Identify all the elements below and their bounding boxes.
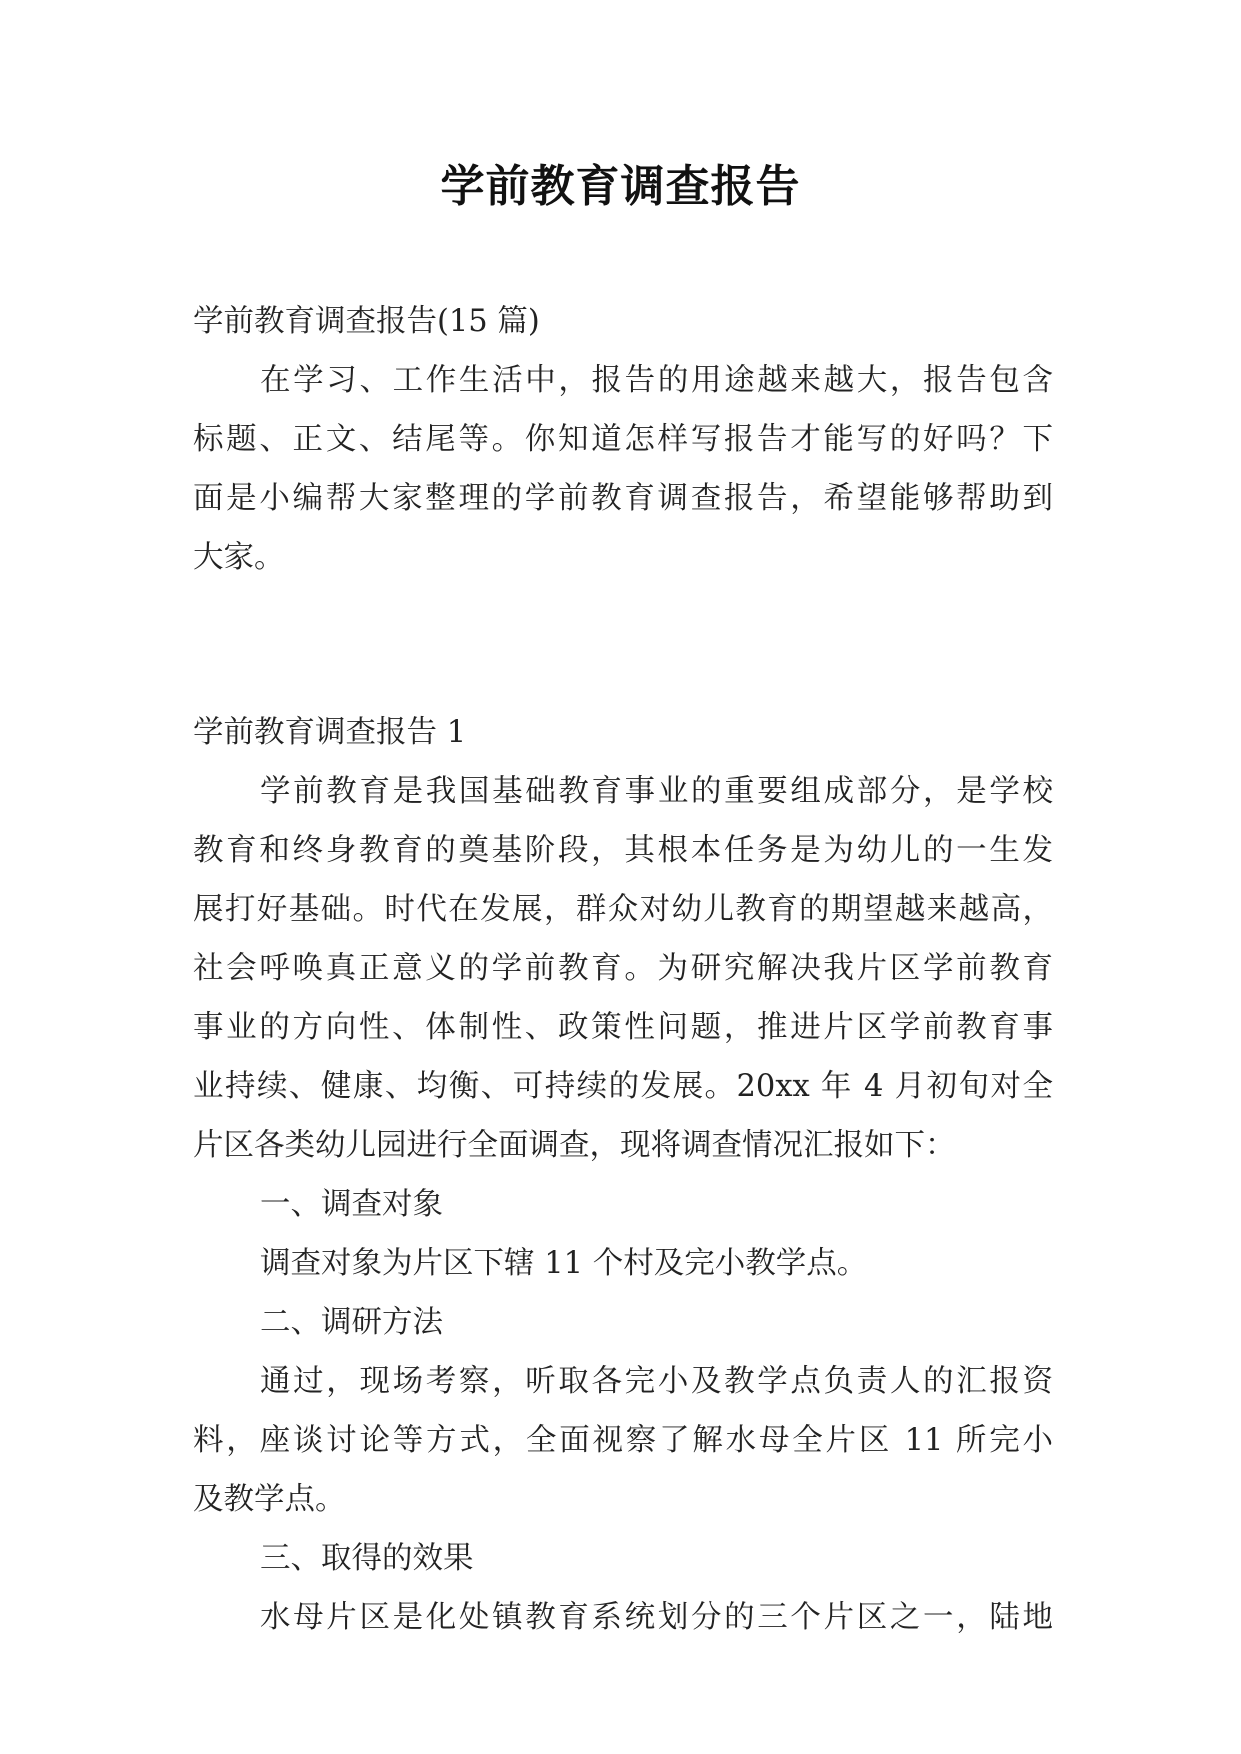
- section-spacer: [193, 587, 1053, 703]
- paragraph-line: 社会呼唤真正意义的学前教育。为研究解决我片区学前教育: [193, 951, 1053, 986]
- paragraph-line: 片区各类幼儿园进行全面调查，现将调查情况汇报如下：: [193, 1128, 956, 1163]
- document-title: 学前教育调查报告: [440, 161, 801, 212]
- item-heading: 二、调研方法: [260, 1305, 443, 1340]
- paragraph-line: 教育和终身教育的奠基阶段，其根本任务是为幼儿的一生发: [193, 833, 1053, 868]
- paragraph-line: 及教学点。: [193, 1482, 346, 1517]
- section-heading: 学前教育调查报告 1: [193, 715, 467, 750]
- intro-line: 大家。: [193, 540, 285, 575]
- document-body: [193, 292, 1053, 1647]
- paragraph-line: 料，座谈讨论等方式，全面视察了解水母全片区 11 所完小: [193, 1423, 1053, 1458]
- intro-line: 标题、正文、结尾等。你知道怎样写报告才能写的好吗？下: [193, 422, 1053, 457]
- paragraph-line: 水母片区是化处镇教育系统划分的三个片区之一，陆地: [260, 1600, 1053, 1635]
- document-subtitle: 学前教育调查报告(15 篇): [193, 304, 540, 339]
- paragraph-line: 业持续、健康、均衡、可持续的发展。20xx 年 4 月初旬对全: [193, 1069, 1053, 1104]
- paragraph-line: 通过，现场考察，听取各完小及教学点负责人的汇报资: [260, 1364, 1053, 1399]
- paragraph-line: 事业的方向性、体制性、政策性问题，推进片区学前教育事: [193, 1010, 1053, 1045]
- item-heading: 一、调查对象: [260, 1187, 443, 1222]
- paragraph-line: 学前教育是我国基础教育事业的重要组成部分，是学校: [260, 774, 1053, 809]
- item-heading: 三、取得的效果: [260, 1541, 474, 1576]
- item-text: 调查对象为片区下辖 11 个村及完小教学点。: [260, 1246, 868, 1281]
- intro-line: 面是小编帮大家整理的学前教育调查报告，希望能够帮助到: [193, 481, 1053, 516]
- paragraph-line: 展打好基础。时代在发展，群众对幼儿教育的期望越来越高，: [193, 892, 1053, 927]
- intro-line: 在学习、工作生活中，报告的用途越来越大，报告包含: [260, 363, 1053, 398]
